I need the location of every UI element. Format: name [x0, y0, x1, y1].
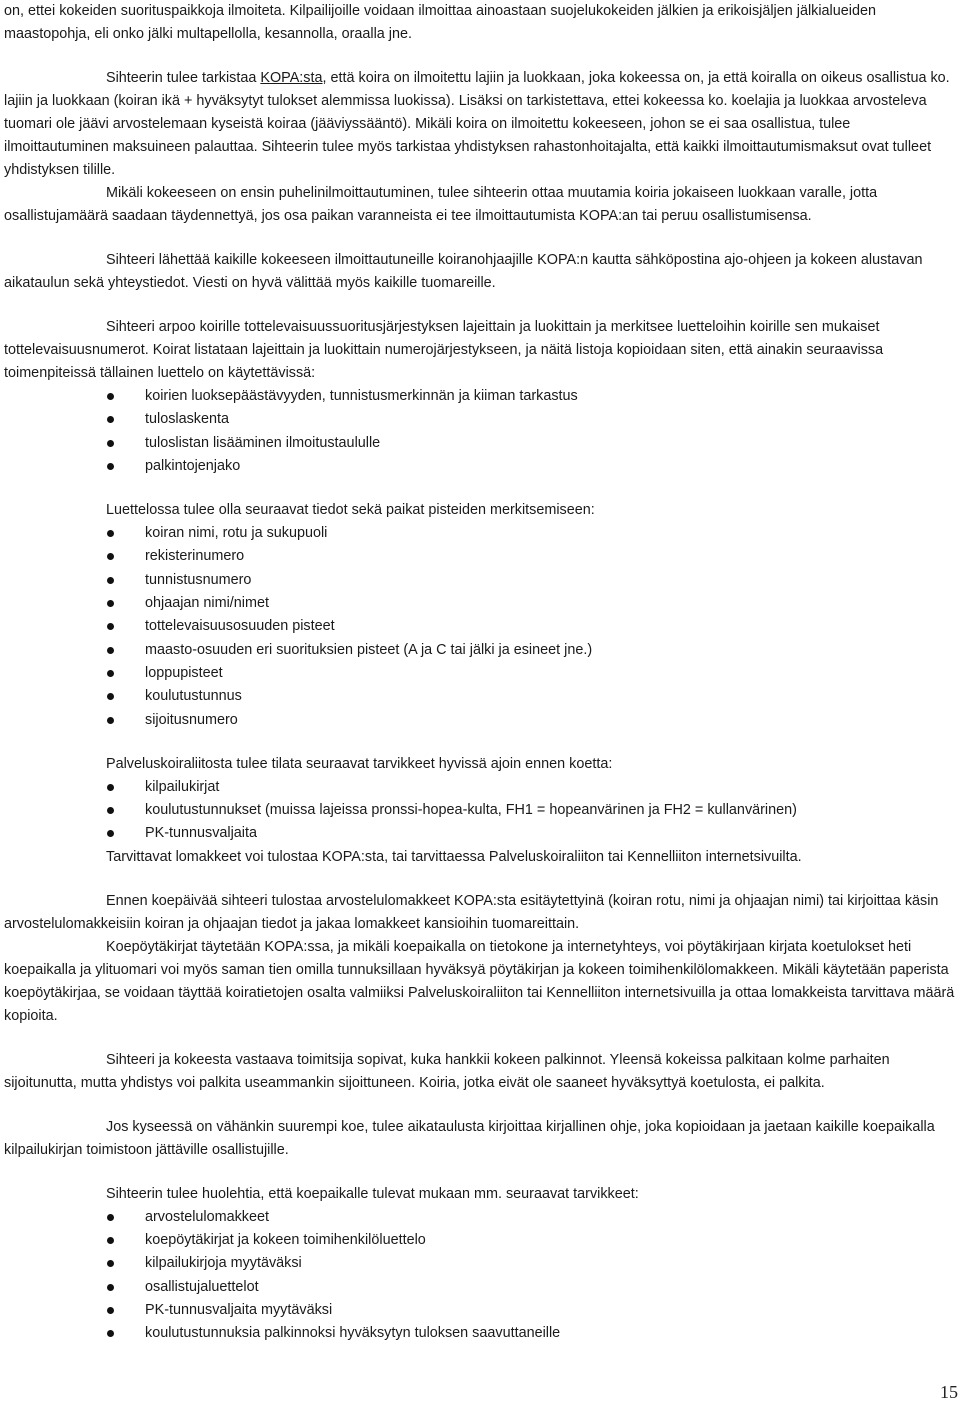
- bullet-icon: [107, 1330, 114, 1337]
- paragraph: Palveluskoiraliitosta tulee tilata seuraavat tarvikkeet hyvissä ajoin ennen koetta:: [106, 755, 613, 772]
- paragraph: Luettelossa tulee olla seuraavat tiedot sekä paikat pisteiden merkitsemiseen:: [106, 502, 595, 519]
- bullet-icon: [107, 463, 114, 470]
- paragraph: Sihteeri lähettää kaikille kokeeseen ilmoittautuneille koiranohjaajille KOPA:n kautta sähköpostina ajo-ohjeen ja kokeen alustavan aikataulun sekä yhteystiedot. Viesti on hyvä välittää myös kaikille tuomareille.: [4, 252, 923, 291]
- list-item-text: koepöytäkirjat ja kokeen toimihenkilöluettelo: [145, 1232, 426, 1249]
- list-item-text: koulutustunnus: [145, 688, 242, 705]
- list-item: [4, 385, 956, 408]
- bullet-icon: [107, 623, 114, 630]
- list-item-text: arvostelulomakkeet: [145, 1208, 269, 1225]
- list-item-text: sijoitusnumero: [145, 711, 238, 728]
- list-item: [4, 662, 956, 685]
- list-item: [4, 799, 956, 822]
- bullet-icon: [107, 416, 114, 423]
- list-item-text: tuloslistan lisääminen ilmoitustaululle: [145, 434, 381, 451]
- bullet-icon: [107, 600, 114, 607]
- bullet-list: [4, 385, 956, 478]
- bullet-list: [4, 522, 956, 732]
- list-item: [4, 615, 956, 638]
- list-item-text: koulutustunnuksia palkinnoksi hyväksytyn tuloksen saavuttaneille: [145, 1325, 561, 1342]
- list-item-text: kilpailukirjoja myytäväksi: [145, 1255, 302, 1272]
- page-number: 15: [940, 1382, 958, 1402]
- list-item: [4, 776, 956, 799]
- bullet-list: [4, 1206, 956, 1346]
- paragraph: [4, 67, 956, 182]
- list-item-text: maasto-osuuden eri suorituksien pisteet (A ja C tai jälki ja esineet jne.): [145, 641, 593, 658]
- bullet-icon: [107, 393, 114, 400]
- bullet-icon: [107, 1284, 114, 1291]
- paragraph: Koepöytäkirjat täytetään KOPA:ssa, ja mikäli koepaikalla on tietokone ja internetyhteys, voi pöytäkirjaan kirjata koetulokset heti koepaikalla ja ylituomari voi myös saman tien omilla tunnuksillaan hyväksyä pöytäkirjan ja kokeen toimihenkilölomakkeen. Mikäli käytetään paperista koepöytäkirjaa, se voidaan täyttää koiratietojen osalta valmiiksi Palveluskoiraliiton tai Kennelliiton internetsivuilla ja ottaa lomakkeista tarvittava määrä kopioita.: [4, 938, 955, 1024]
- list-item: [4, 569, 956, 592]
- bullet-icon: [107, 647, 114, 654]
- text-run: , että koira on ilmoitettu lajiin ja luokkaan, joka kokeessa on, ja että koiralla on oikeus osallistua ko. lajiin ja luokkaan (koiran ikä + hyväksytyt tulokset alemmissa luokissa). Lisäksi on tarkistettava, ettei kokeessa ko. koelajia ja luokkaa arvosteleva tuomari ole jäävi arvostelemaan kyseistä koiraa (jääviyssääntö). Mikäli koira on ilmoitettu kokeeseen, johon se ei saa osallistua, tulee ilmoittautuminen maksuineen palauttaa. Sihteerin tulee myös tarkistaa yhdistyksen rahastonhoitajalta, että kaikki ilmoittautumismaksut ovat tulleet yhdistyksen tilille.: [4, 70, 950, 178]
- bullet-icon: [107, 530, 114, 537]
- list-item: [4, 822, 956, 845]
- bullet-icon: [107, 577, 114, 584]
- paragraph: Sihteerin tulee huolehtia, että koepaikalle tulevat mukaan mm. seuraavat tarvikkeet:: [106, 1185, 639, 1202]
- list-item-text: koiran nimi, rotu ja sukupuoli: [145, 525, 328, 542]
- list-item-text: rekisterinumero: [145, 548, 245, 565]
- bullet-icon: [107, 830, 114, 837]
- bullet-icon: [107, 1214, 114, 1221]
- list-item: [4, 408, 956, 431]
- list-item-text: tottelevaisuusosuuden pisteet: [145, 618, 335, 635]
- list-item: [4, 639, 956, 662]
- list-item: [4, 685, 956, 708]
- list-item: [4, 1322, 956, 1345]
- paragraph: Sihteeri arpoo koirille tottelevaisuussuoritusjärjestyksen lajeittain ja luokittain ja merkitsee luetteloihin koirille sen mukaiset tottelevaisuusnumerot. Koirat listataan lajeittain ja luokittain numerojärjestykseen, ja näitä listoja kopioidaan siten, että ainakin seuraavissa toimenpiteissä tällainen luettelo on käytettävissä:: [4, 319, 884, 381]
- list-item: [4, 1252, 956, 1275]
- list-item: [4, 432, 956, 455]
- bullet-icon: [107, 784, 114, 791]
- bullet-icon: [107, 440, 114, 447]
- list-item-text: kilpailukirjat: [145, 778, 220, 795]
- list-item-text: PK-tunnusvaljaita myytäväksi: [145, 1301, 333, 1318]
- bullet-icon: [107, 553, 114, 560]
- paragraph: Jos kyseessä on vähänkin suurempi koe, tulee aikataulusta kirjoittaa kirjallinen ohje, joka kopioidaan ja jaetaan kaikille koepaikalla kilpailukirjan toimistoon jättäville osallistujille.: [4, 1118, 935, 1158]
- list-item-text: koirien luoksepäästävyyden, tunnistusmerkinnän ja kiiman tarkastus: [145, 388, 578, 404]
- list-item-text: tuloslaskenta: [145, 411, 229, 428]
- bullet-icon: [107, 670, 114, 677]
- list-item: [4, 545, 956, 568]
- list-item-text: koulutustunnukset (muissa lajeissa pronssi-hopea-kulta, FH1 = hopeanvärinen ja FH2 = kullanvärinen): [145, 802, 797, 819]
- bullet-icon: [107, 1260, 114, 1267]
- paragraph: Mikäli kokeeseen on ensin puhelinilmoittautuminen, tulee sihteerin ottaa muutamia koiria jokaiseen luokkaan varalle, jotta osallistujamäärä saadaan täydennettyä, jos osa paikan varanneista ei tee ilmoittautumista KOPA:an tai peruu osallistumisensa.: [4, 185, 878, 224]
- list-item: [4, 1229, 956, 1252]
- list-item: [4, 1276, 956, 1299]
- document-page: [4, 0, 956, 1346]
- list-item-text: osallistujaluettelot: [145, 1278, 259, 1295]
- list-item-text: ohjaajan nimi/nimet: [145, 595, 269, 612]
- list-item: [4, 592, 956, 615]
- list-item-text: palkintojenjako: [145, 457, 241, 474]
- list-item-text: PK-tunnusvaljaita: [145, 825, 257, 842]
- paragraph: on, ettei kokeiden suorituspaikkoja ilmoiteta. Kilpailijoille voidaan ilmoittaa ainoastaan suojelukokeiden jälkien ja erikoisjäljen jälkialueiden maastopohja, eli onko jälki multapellolla, kesannolla, oraalla jne.: [4, 3, 876, 42]
- bullet-icon: [107, 807, 114, 814]
- bullet-icon: [107, 1307, 114, 1314]
- list-item: [4, 522, 956, 545]
- list-item: [4, 455, 956, 478]
- bullet-icon: [107, 717, 114, 724]
- list-item: [4, 709, 956, 732]
- list-item: [4, 1299, 956, 1322]
- text-run: Sihteerin tulee tarkistaa: [106, 70, 261, 86]
- paragraph: Sihteeri ja kokeesta vastaava toimitsija sopivat, kuka hankkii kokeen palkinnot. Yleensä kokeissa palkitaan kolme parhaiten sijoitunutta, mutta yhdistys voi palkita useammankin sijoittuneen. Koiria, jotka eivät ole saaneet hyväksyttyä koetulosta, ei palkita.: [4, 1051, 890, 1091]
- bullet-icon: [107, 693, 114, 700]
- bullet-icon: [107, 1237, 114, 1244]
- list-item-text: loppupisteet: [145, 664, 223, 681]
- list-item-text: tunnistusnumero: [145, 571, 252, 588]
- bullet-list: [4, 776, 956, 846]
- list-item: [4, 1206, 956, 1229]
- paragraph: Tarvittavat lomakkeet voi tulostaa KOPA:sta, tai tarvittaessa Palveluskoiraliiton tai Kennelliiton internetsivuilta.: [106, 848, 802, 865]
- paragraph: Ennen koepäivää sihteeri tulostaa arvostelulomakkeet KOPA:sta esitäytettyinä (koiran rotu, nimi ja ohjaajan nimi) tai kirjoittaa käsin arvostelulomakkeisiin koiran ja ohjaajan tiedot ja jakaa lomakkeet kansioihin tuomareittain.: [4, 892, 939, 932]
- kopa-link[interactable]: KOPA:sta: [260, 70, 323, 86]
